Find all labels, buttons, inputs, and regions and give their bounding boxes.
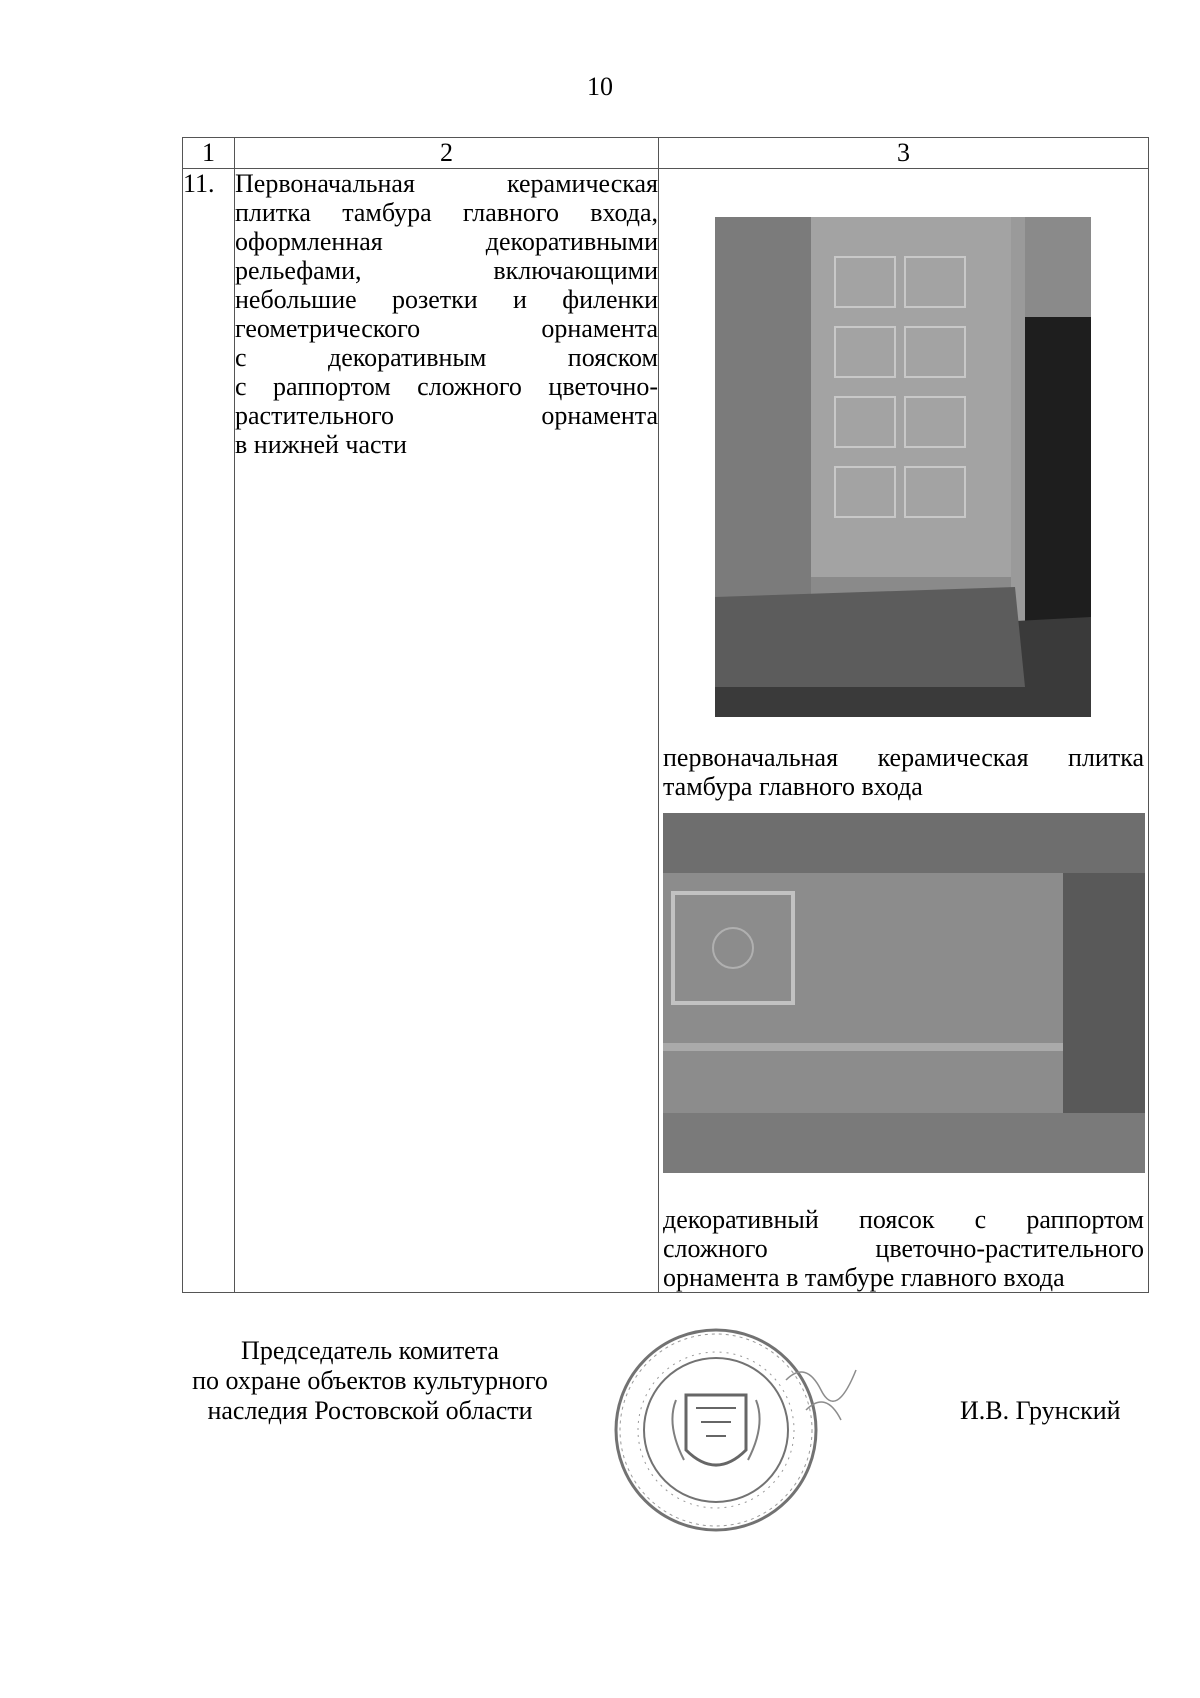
caption-line: орнамента в тамбуре главного входа: [663, 1263, 1065, 1292]
header-col-2: 2: [235, 138, 659, 169]
signatory-name: И.В. Грунский: [960, 1396, 1121, 1425]
description-line: с декоративным пояском: [235, 343, 658, 372]
caption-line: первоначальная керамическая плитка: [663, 743, 1144, 772]
photo1-caption: [659, 743, 1148, 801]
description-line: оформленная декоративными: [235, 227, 658, 256]
signatory-title-line: по охране объектов культурного: [192, 1366, 548, 1395]
caption-line: декоративный поясок с раппортом: [663, 1205, 1144, 1234]
header-col-1: 1: [183, 138, 235, 169]
description-line: плитка тамбура главного входа,: [235, 198, 658, 227]
ornament-belt-photo: [663, 813, 1145, 1173]
description-line: геометрического орнамента: [235, 314, 658, 343]
description-line: небольшие розетки и филенки: [235, 285, 658, 314]
signatory-title-line: наследия Ростовской области: [207, 1396, 533, 1425]
caption-line: сложного цветочно-растительного: [663, 1234, 1144, 1263]
header-col-3: 3: [659, 138, 1149, 169]
signatory-title: [160, 1336, 580, 1426]
caption-line: тамбура главного входа: [663, 772, 923, 801]
description-line: с раппортом сложного цветочно-: [235, 372, 658, 401]
tile-wall-photo: [715, 217, 1091, 717]
table-row: [183, 169, 1149, 1293]
row-description: [235, 169, 659, 1293]
description-line: Первоначальная керамическая: [235, 169, 658, 198]
photo2-caption: [659, 1205, 1148, 1292]
row-photos: [659, 169, 1149, 1293]
official-stamp: [606, 1300, 906, 1560]
page-number: 10: [587, 72, 613, 101]
description-line: рельефами, включающими: [235, 256, 658, 285]
signatory-title-line: Председатель комитета: [241, 1336, 499, 1365]
objects-table: [182, 137, 1149, 1293]
description-line: растительного орнамента: [235, 401, 658, 430]
table-header-row: [183, 138, 1149, 169]
row-number: 11.: [183, 169, 235, 1293]
description-line: в нижней части: [235, 430, 407, 459]
